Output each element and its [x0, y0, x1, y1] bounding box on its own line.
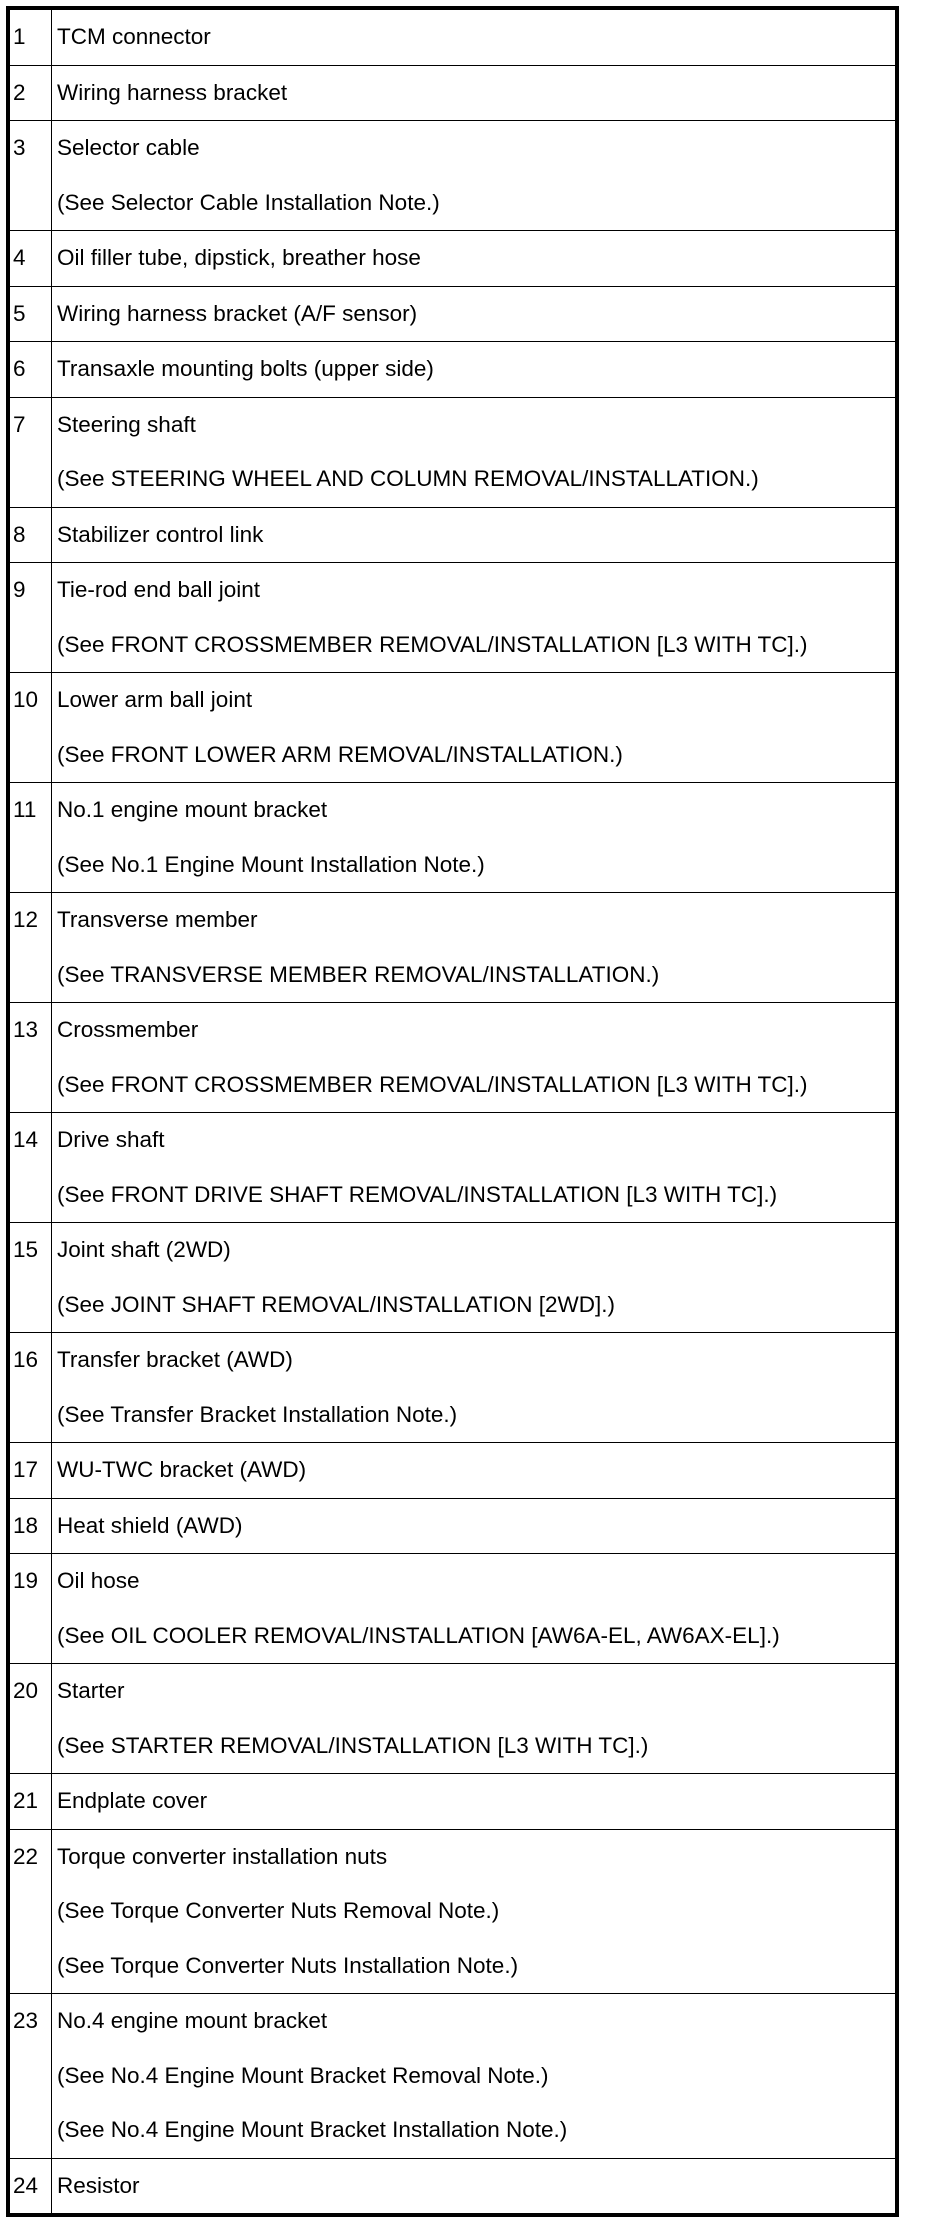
item-number: 8 — [8, 507, 52, 563]
reference-note: (See No.1 Engine Mount Installation Note.) — [57, 851, 485, 877]
item-number: 16 — [8, 1333, 52, 1443]
item-number: 15 — [8, 1223, 52, 1333]
item-number: 4 — [8, 231, 52, 287]
part-name: TCM connector — [57, 24, 211, 49]
part-name: Resistor — [57, 2172, 140, 2198]
item-number: 23 — [8, 1994, 52, 2159]
reference-note: (See FRONT LOWER ARM REMOVAL/INSTALLATION.) — [57, 741, 623, 767]
part-name: WU-TWC bracket (AWD) — [57, 1457, 307, 1482]
item-description — [52, 1554, 898, 1664]
parts-table-body — [8, 8, 897, 2215]
part-name: Tie-rod end ball joint — [57, 577, 261, 602]
item-description — [52, 8, 898, 65]
reference-note: (See Transfer Bracket Installation Note.) — [57, 1401, 458, 1427]
item-description — [52, 121, 898, 231]
item-description — [52, 1113, 898, 1223]
reference-note: (See OIL COOLER REMOVAL/INSTALLATION [AW6A-EL, AW6AX-EL].) — [57, 1622, 780, 1648]
reference-note: (See FRONT DRIVE SHAFT REMOVAL/INSTALLATION [L3 WITH TC].) — [57, 1181, 778, 1207]
table-row — [8, 397, 897, 507]
item-number: 17 — [8, 1443, 52, 1499]
reference-note: (See JOINT SHAFT REMOVAL/INSTALLATION [2WD].) — [57, 1291, 616, 1317]
item-description — [52, 1994, 898, 2159]
item-description — [52, 65, 898, 121]
table-row — [8, 1113, 897, 1223]
part-name: Torque converter installation nuts — [57, 1843, 388, 1869]
part-name: Oil filler tube, dipstick, breather hose — [57, 245, 421, 270]
table-row — [8, 893, 897, 1003]
item-number: 7 — [8, 397, 52, 507]
reference-note: (See STARTER REMOVAL/INSTALLATION [L3 WITH TC].) — [57, 1732, 649, 1758]
part-name: Oil hose — [57, 1568, 140, 1593]
table-row — [8, 1443, 897, 1499]
item-description — [52, 1664, 898, 1774]
table-row — [8, 1994, 897, 2159]
part-name: Crossmember — [57, 1017, 199, 1042]
item-number: 1 — [8, 8, 52, 65]
table-row — [8, 65, 897, 121]
part-name: Endplate cover — [57, 1788, 208, 1813]
item-number: 12 — [8, 893, 52, 1003]
item-description — [52, 286, 898, 342]
item-number: 5 — [8, 286, 52, 342]
reference-note: (See No.4 Engine Mount Bracket Removal Note.) — [57, 2062, 549, 2088]
part-name: Transfer bracket (AWD) — [57, 1347, 293, 1372]
item-number: 21 — [8, 1774, 52, 1830]
reference-note: (See No.4 Engine Mount Bracket Installation Note.) — [57, 2117, 568, 2142]
table-row — [8, 121, 897, 231]
item-number: 3 — [8, 121, 52, 231]
table-row — [8, 1554, 897, 1664]
item-number: 11 — [8, 783, 52, 893]
table-row — [8, 286, 897, 342]
table-row — [8, 783, 897, 893]
item-number: 14 — [8, 1113, 52, 1223]
item-number: 20 — [8, 1664, 52, 1774]
table-row — [8, 1498, 897, 1554]
item-description — [52, 1003, 898, 1113]
item-description — [52, 1333, 898, 1443]
item-number: 2 — [8, 65, 52, 121]
item-description — [52, 507, 898, 563]
reference-note: (See Selector Cable Installation Note.) — [57, 189, 440, 215]
reference-note: (See Torque Converter Nuts Installation Note.) — [57, 1952, 519, 1978]
reference-note: (See FRONT CROSSMEMBER REMOVAL/INSTALLATION [L3 WITH TC].) — [57, 1071, 808, 1097]
item-description — [52, 1443, 898, 1499]
table-row — [8, 1223, 897, 1333]
item-number: 6 — [8, 342, 52, 398]
item-description — [52, 1223, 898, 1333]
item-description — [52, 563, 898, 673]
item-description — [52, 342, 898, 398]
table-row — [8, 342, 897, 398]
item-number: 10 — [8, 673, 52, 783]
table-row — [8, 563, 897, 673]
item-description — [52, 231, 898, 287]
part-name: Steering shaft — [57, 411, 196, 437]
part-name: Transaxle mounting bolts (upper side) — [57, 356, 434, 381]
parts-table — [6, 6, 899, 2217]
part-name: Transverse member — [57, 907, 258, 932]
table-row — [8, 507, 897, 563]
item-number: 24 — [8, 2158, 52, 2215]
table-row — [8, 1003, 897, 1113]
item-number: 22 — [8, 1829, 52, 1994]
item-description — [52, 2158, 898, 2215]
part-name: Joint shaft (2WD) — [57, 1237, 231, 1262]
part-name: Starter — [57, 1678, 125, 1703]
item-number: 19 — [8, 1554, 52, 1664]
table-row — [8, 1664, 897, 1774]
item-description — [52, 783, 898, 893]
item-description — [52, 1774, 898, 1830]
item-number: 9 — [8, 563, 52, 673]
reference-note: (See TRANSVERSE MEMBER REMOVAL/INSTALLATION.) — [57, 961, 660, 987]
part-name: Lower arm ball joint — [57, 687, 253, 712]
part-name: Selector cable — [57, 135, 200, 160]
part-name: No.4 engine mount bracket — [57, 2008, 328, 2033]
item-description — [52, 1829, 898, 1994]
part-name: Drive shaft — [57, 1127, 165, 1152]
table-row — [8, 1333, 897, 1443]
part-name: Stabilizer control link — [57, 521, 264, 547]
table-row — [8, 8, 897, 65]
part-name: No.1 engine mount bracket — [57, 797, 328, 822]
item-description — [52, 1498, 898, 1554]
reference-note: (See FRONT CROSSMEMBER REMOVAL/INSTALLATION [L3 WITH TC].) — [57, 631, 808, 657]
table-row — [8, 2158, 897, 2215]
table-row — [8, 231, 897, 287]
part-name: Wiring harness bracket (A/F sensor) — [57, 300, 418, 326]
table-row — [8, 1774, 897, 1830]
table-row — [8, 673, 897, 783]
item-description — [52, 893, 898, 1003]
item-number: 13 — [8, 1003, 52, 1113]
part-name: Heat shield (AWD) — [57, 1512, 243, 1538]
item-description — [52, 673, 898, 783]
reference-note: (See STEERING WHEEL AND COLUMN REMOVAL/INSTALLATION.) — [57, 466, 759, 491]
table-row — [8, 1829, 897, 1994]
item-description — [52, 397, 898, 507]
reference-note: (See Torque Converter Nuts Removal Note.) — [57, 1898, 500, 1923]
part-name: Wiring harness bracket — [57, 79, 288, 105]
item-number: 18 — [8, 1498, 52, 1554]
